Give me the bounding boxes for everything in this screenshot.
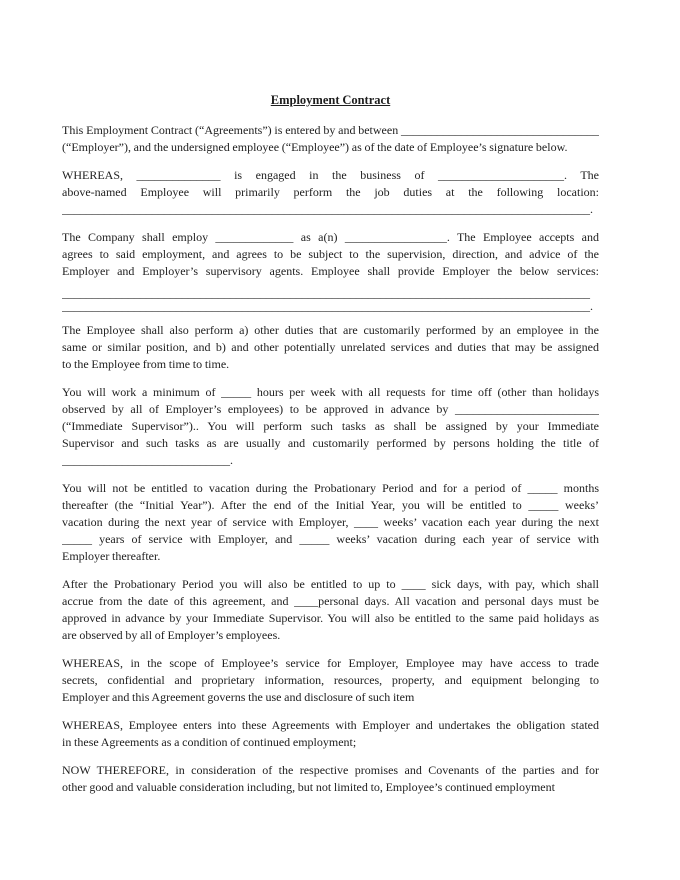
text-line: above-named Employee will primarily perform the job duties at the following location: [62, 185, 599, 199]
text-line: to the Employee from time to time. [62, 357, 230, 371]
paragraph-whereas-business [62, 167, 599, 218]
fill-in-blank-line: ________________________________________________________________________________________ [62, 287, 590, 300]
paragraph-other-duties [62, 322, 599, 373]
text-line: observed by all of Employer’s employees) to be approved in advance by ________________________ [62, 402, 599, 416]
fill-in-blank-line: ________________________________________________________________________________________. [62, 202, 593, 216]
text-line: The Company shall employ _____________ as a(n) _________________. The Employee accepts and [62, 230, 599, 244]
text-line: in these Agreements as a condition of continued employment; [62, 735, 357, 749]
text-line: other good and valuable consideration including, but not limited to, Employee’s continued employment [62, 780, 555, 794]
paragraph-hours [62, 384, 599, 469]
paragraph-vacation [62, 480, 599, 565]
paragraph-now-therefore [62, 762, 599, 796]
fill-in-blank-line: ________________________________________________________________________________________. [62, 300, 593, 313]
text-line: Supervisor and such tasks as are usually and customarily performed by persons holding the title of [62, 436, 599, 450]
text-line: You will not be entitled to vacation during the Probationary Period and for a period of _____ months [62, 481, 599, 495]
text-line: accrue from the date of this agreement, and ____personal days. All vacation and personal days must be [62, 594, 599, 608]
paragraph-parties [62, 122, 599, 156]
paragraph-employment [62, 229, 599, 280]
text-line: thereafter (the “Initial Year”). After the end of the Initial Year, you will be entitled to _____ weeks’ [62, 498, 599, 512]
fill-in-blank-line: ____________________________. [62, 453, 233, 467]
text-line: Employer and this Agreement governs the use and disclosure of such item [62, 690, 415, 704]
document-title: Employment Contract [270, 93, 391, 107]
paragraph-whereas-trade-secrets [62, 655, 599, 706]
text-line: Employer thereafter. [62, 549, 161, 563]
text-line: The Employee shall also perform a) other duties that are customarily performed by an employee in the [62, 323, 599, 337]
text-line: are observed by all of Employer’s employees. [62, 628, 281, 642]
text-line: (“Immediate Supervisor”).. You will perform such tasks as shall be assigned by your Immediate [62, 419, 599, 433]
text-line: Employer and Employer’s supervisory agents. Employee shall provide Employer the below services: [62, 264, 599, 278]
paragraph-sick-days [62, 576, 599, 644]
text-line: same or similar position, and b) and other potentially unrelated services and duties that may be assigned [62, 340, 599, 354]
text-line: WHEREAS, Employee enters into these Agreements with Employer and undertakes the obligation stated [62, 718, 599, 732]
text-line: approved in advance by your Immediate Supervisor. You will also be entitled to the same paid holidays as [62, 611, 599, 625]
text-line: secrets, confidential and proprietary information, resources, property, and equipment belonging to [62, 673, 599, 687]
text-line: _____ years of service with Employer, and _____ weeks’ vacation during each year of service with [62, 532, 599, 546]
text-line: NOW THEREFORE, in consideration of the respective promises and Covenants of the parties and for [62, 763, 599, 777]
text-line: WHEREAS, ______________ is engaged in the business of _____________________. The [62, 168, 599, 182]
text-line: You will work a minimum of _____ hours per week with all requests for time off (other than holidays [62, 385, 599, 399]
text-line: (“Employer”), and the undersigned employee (“Employee”) as of the date of Employee’s signature below. [62, 140, 568, 154]
text-line: After the Probationary Period you will also be entitled to up to ____ sick days, with pay, which shall [62, 577, 599, 591]
text-line: agrees to said employment, and agrees to be subject to the supervision, direction, and advice of the [62, 247, 599, 261]
paragraph-whereas-obligation [62, 717, 599, 751]
text-line: vacation during the next year of service with Employer, ____ weeks’ vacation each year during the next [62, 515, 599, 529]
services-blank-lines [62, 287, 599, 313]
text-line: This Employment Contract (“Agreements”) is entered by and between _________________________________ [62, 123, 599, 137]
text-line: WHEREAS, in the scope of Employee’s service for Employer, Employee may have access to trade [62, 656, 599, 670]
